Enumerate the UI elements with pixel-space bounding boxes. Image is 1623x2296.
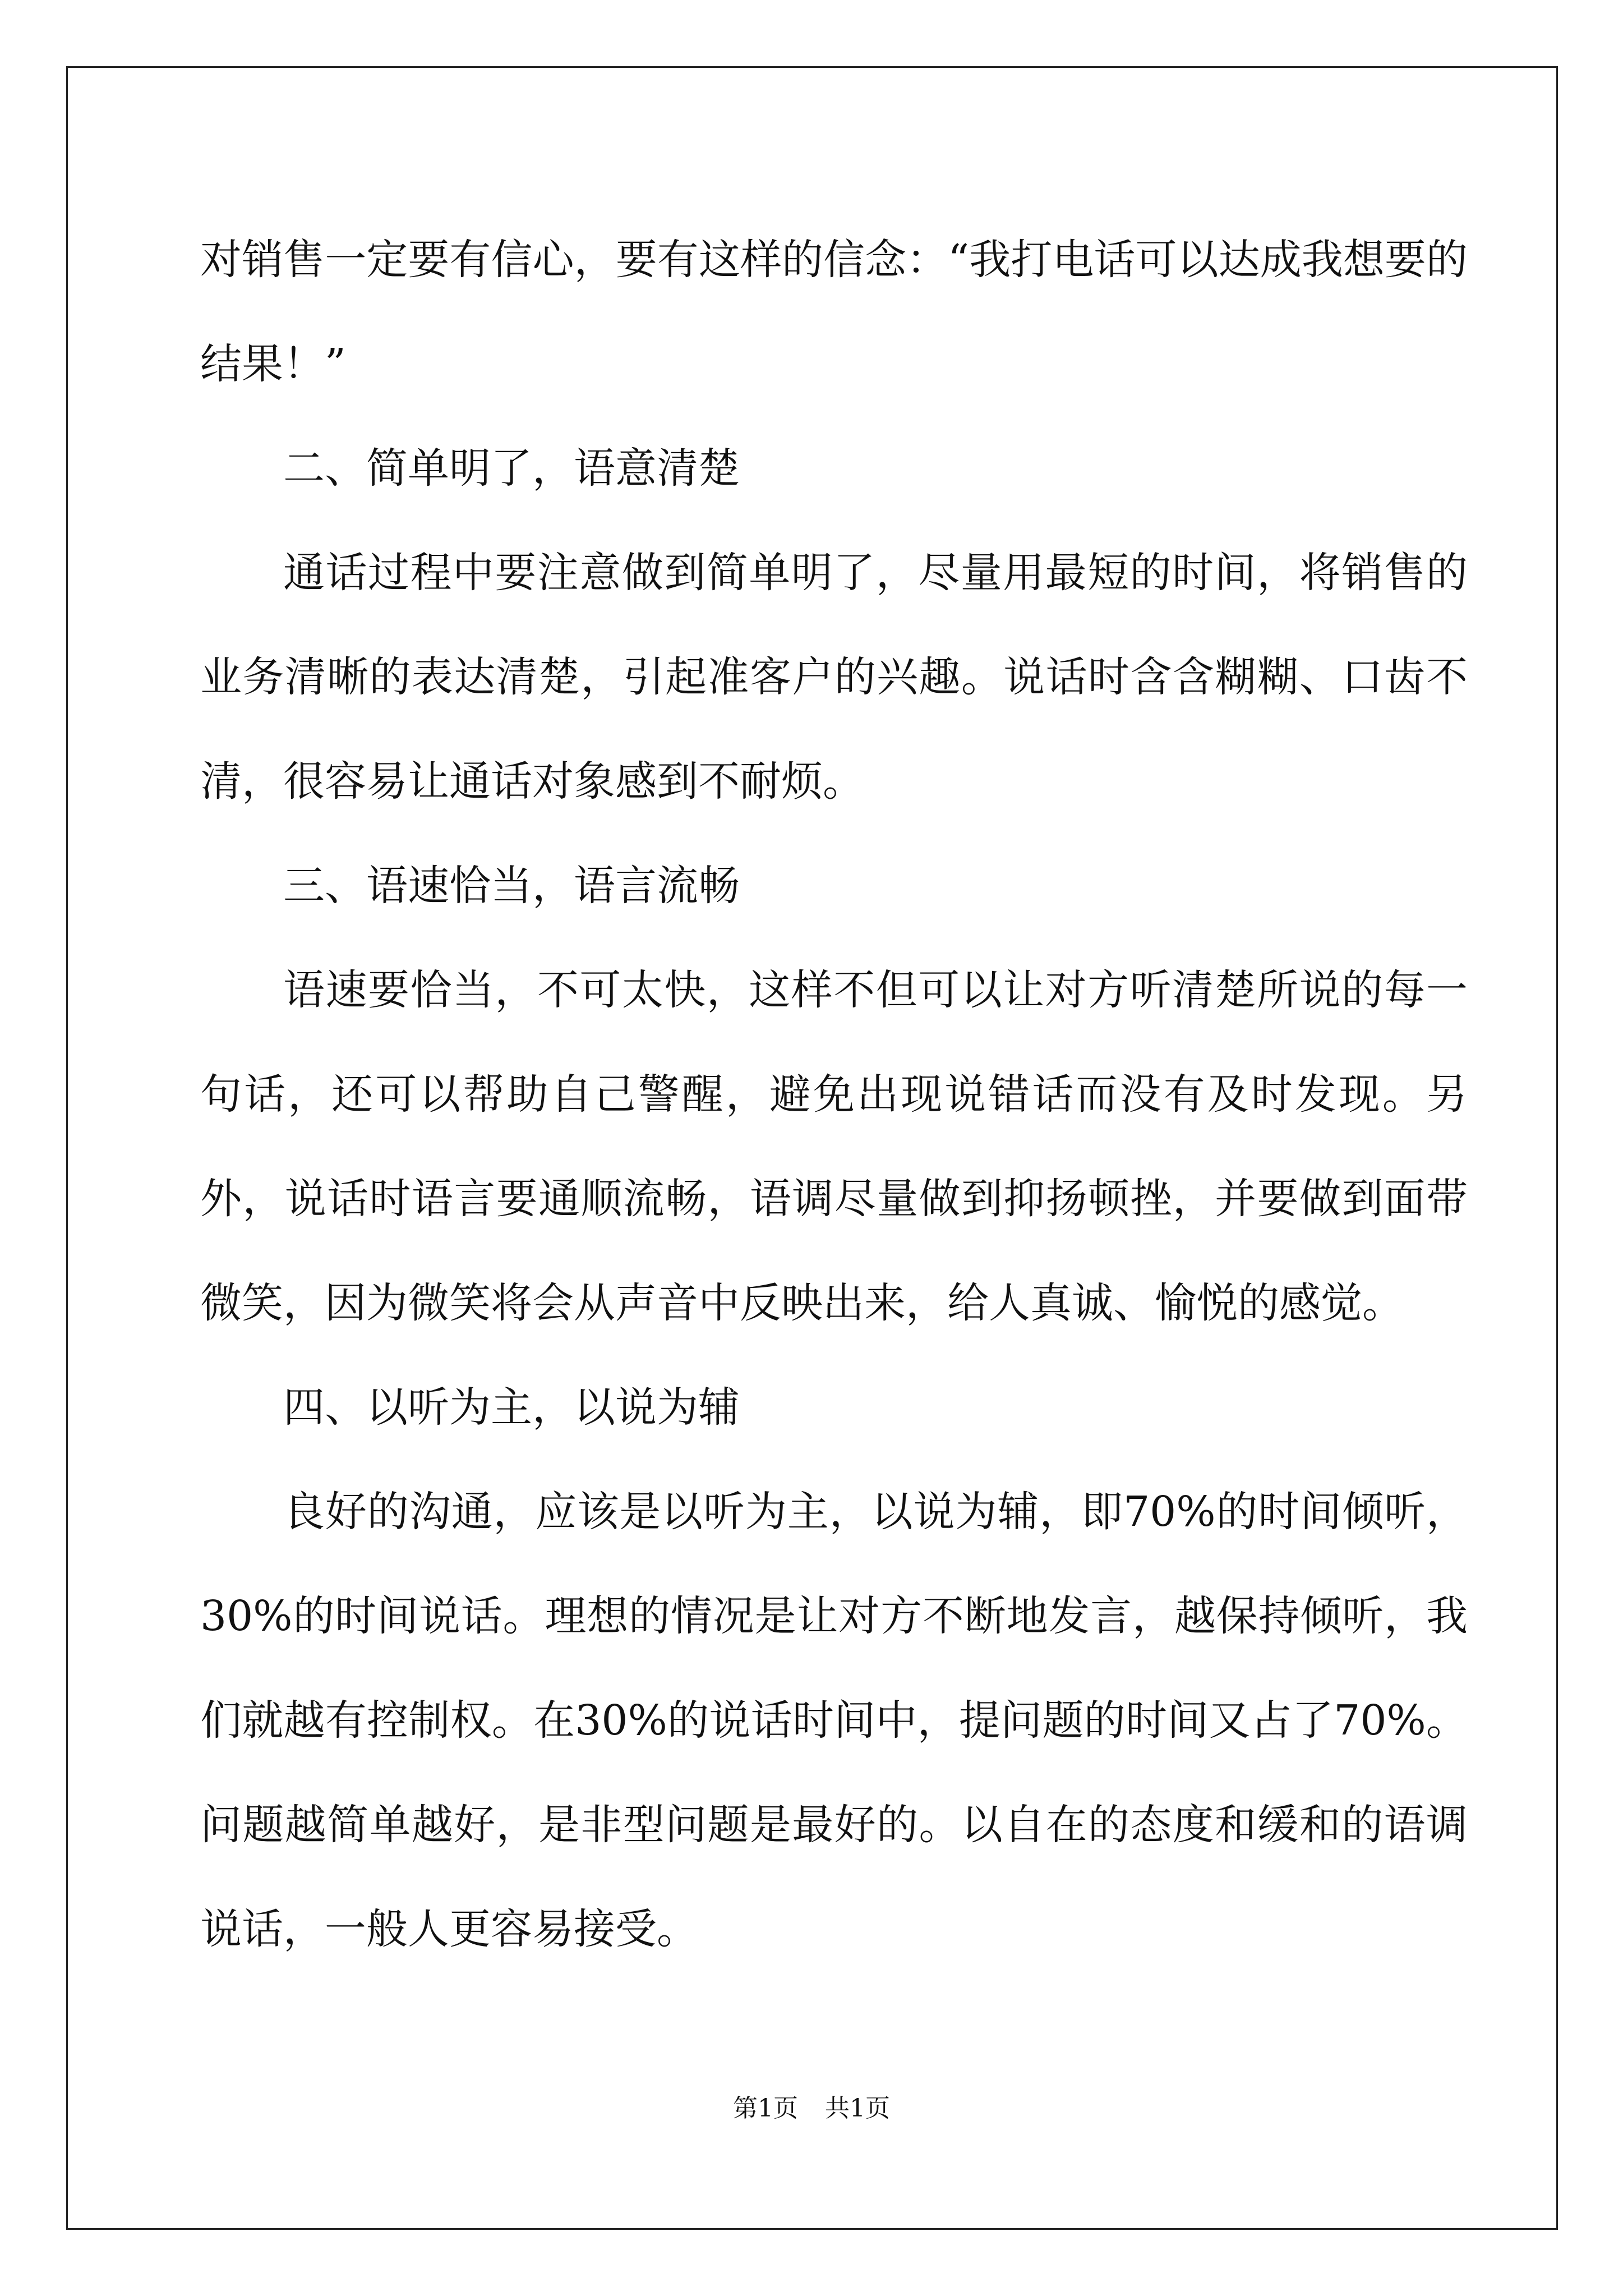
page-count: 共1页 xyxy=(825,2094,890,2123)
heading-4: 四、以听为主，以说为辅 xyxy=(283,1383,740,1432)
paragraph-4: 良好的沟通，应该是以听为主，以说为辅，即70%的时间倾听，30%的时间说话。理想的情况是让对方不断地发言，越保持倾听，我们就越有控制权。在30%的说话时间中，提问题的时间又占了70%。问题越简单越好，是非型问题是最好的。以自在的态度和缓和的语调说话，一般人更容易接受。 xyxy=(200,1488,1468,1953)
page-number: 第1页 xyxy=(733,2094,798,2123)
heading-3: 三、语速恰当，语言流畅 xyxy=(283,862,740,910)
paragraph-1: 对销售一定要有信心，要有这样的信念：“我打电话可以达成我想要的结果！” xyxy=(200,236,1468,388)
heading-2: 二、简单明了，语意清楚 xyxy=(283,444,740,493)
page-footer xyxy=(0,2088,1623,2124)
document-body xyxy=(200,208,1468,1981)
paragraph-2: 通话过程中要注意做到简单明了，尽量用最短的时间，将销售的业务清晰的表达清楚，引起准客户的兴趣。说话时含含糊糊、口齿不清，很容易让通话对象感到不耐烦。 xyxy=(200,549,1468,806)
paragraph-3: 语速要恰当，不可太快，这样不但可以让对方听清楚所说的每一句话，还可以帮助自己警醒，避免出现说错话而没有及时发现。另外，说话时语言要通顺流畅，语调尽量做到抑扬顿挫，并要做到面带微笑，因为微笑将会从声音中反映出来，给人真诚、愉悦的感觉。 xyxy=(200,966,1468,1327)
